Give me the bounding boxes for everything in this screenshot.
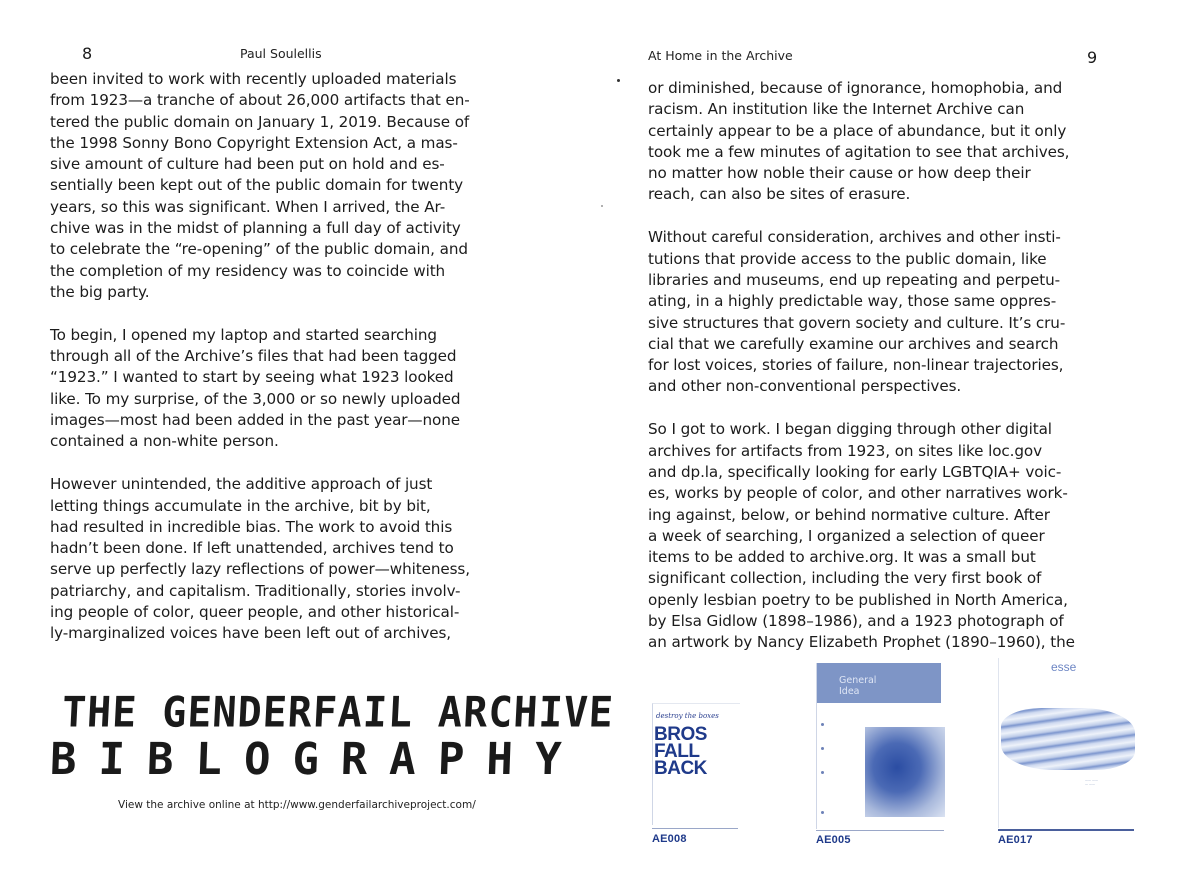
bibliography-title [49, 688, 616, 785]
bibliography-title-line2: BIBLOGRAPHY [49, 734, 585, 785]
caption-line: —— —— [1085, 778, 1098, 782]
running-head: At Home in the Archive [648, 48, 793, 63]
cover-header-band [817, 663, 941, 703]
running-head: Paul Soulellis [240, 46, 322, 61]
text-line: hadn’t been done. If left unattended, archives tend to [50, 539, 454, 558]
cover-image-ae005 [816, 663, 944, 829]
cover-divider [652, 828, 738, 829]
paragraph [50, 325, 560, 453]
body-text [648, 78, 1168, 654]
text-line: serve up perfectly lazy reflections of power—whiteness, [50, 560, 470, 579]
text-line: cial that we carefully examine our archives and search [648, 334, 1059, 353]
text-line: letting things accumulate in the archive, bit by bit, [50, 496, 431, 515]
text-line: reach, can also be sites of erasure. [648, 185, 911, 204]
text-line: ing people of color, queer people, and other historical- [50, 603, 460, 622]
text-line: took me a few minutes of agitation to see that archives, [648, 142, 1070, 161]
text-line: sentially been kept out of the public domain for twenty [50, 176, 464, 195]
bullet-dot [821, 811, 824, 814]
bullet-dot [821, 771, 824, 774]
text-line: an artwork by Nancy Elizabeth Prophet (1890–1960), the [648, 633, 1075, 652]
cover-title-line: BROS [654, 724, 707, 745]
text-line: certainly appear to be a place of abundance, but it only [648, 121, 1067, 140]
text-line: To begin, I opened my laptop and started searching [50, 325, 437, 344]
text-line: sive amount of culture had been put on hold and es- [50, 155, 445, 174]
paragraph [648, 419, 1168, 653]
text-line: or diminished, because of ignorance, homophobia, and [648, 79, 1063, 97]
paragraph [50, 69, 560, 303]
scan-speck [601, 205, 603, 207]
cover-script-text: destroy the boxes [656, 712, 719, 720]
archive-url-caption: View the archive online at http://www.genderfailarchiveproject.com/ [118, 799, 476, 811]
text-line: had resulted in incredible bias. The work to avoid this [50, 517, 453, 536]
text-line: to celebrate the “re-opening” of the public domain, and [50, 240, 468, 259]
text-line: sive structures that govern society and culture. It’s cru- [648, 313, 1066, 332]
text-line: “1923.” I wanted to start by seeing what 1923 looked [50, 368, 454, 387]
page-number: 8 [82, 44, 93, 63]
text-line: openly lesbian poetry to be published in North America, [648, 590, 1068, 609]
text-line: archives for artifacts from 1923, on sites like loc.gov [648, 441, 1042, 460]
text-line: for lost voices, stories of failure, non-linear trajectories, [648, 356, 1064, 375]
bullet-dot [821, 747, 824, 750]
text-line: contained a non-white person. [50, 432, 279, 451]
cover-header-line: Idea [839, 686, 860, 697]
text-line: ing against, below, or behind normative culture. After [648, 505, 1050, 524]
text-line: So I got to work. I began digging through other digital [648, 420, 1052, 439]
cover-title-line: FALL [654, 741, 700, 762]
text-line: ly-marginalized voices have been left out of archives, [50, 624, 451, 643]
text-line: the completion of my residency was to coincide with [50, 261, 446, 280]
text-line: by Elsa Gidlow (1898–1986), and a 1923 photograph of [648, 612, 1064, 631]
paragraph [648, 78, 1168, 206]
body-text [50, 69, 560, 645]
text-line: libraries and museums, end up repeating and perpetu- [648, 270, 1061, 289]
bibliography-title-line1: THE GENDERFAIL ARCHIVE [60, 688, 616, 738]
cover-header-line: General [839, 675, 877, 686]
text-line: no matter how noble their cause or how deep their [648, 164, 1031, 183]
cover-title-line: BACK [654, 758, 707, 779]
text-line: a week of searching, I organized a selection of queer [648, 526, 1045, 545]
text-line: patriarchy, and capitalism. Traditionally, stories involv- [50, 581, 461, 600]
text-line: and other non-conventional perspectives. [648, 377, 962, 396]
text-line: and dp.la, specifically looking for early LGBTQIA+ voic- [648, 462, 1062, 481]
cover-title: esse [1051, 660, 1077, 674]
paragraph [648, 227, 1168, 397]
text-line: chive was in the midst of planning a full day of activity [50, 219, 461, 238]
text-line: through all of the Archive’s files that had been tagged [50, 347, 457, 366]
page-number: 9 [1087, 48, 1098, 67]
text-line: Without careful consideration, archives and other insti- [648, 228, 1061, 247]
cover-image-ae017 [998, 658, 1134, 828]
cover-title [654, 726, 707, 777]
cover-id-label: AE005 [816, 834, 851, 846]
text-line: tered the public domain on January 1, 2019. Because of [50, 112, 470, 131]
bullet-dot [821, 723, 824, 726]
text-line: racism. An institution like the Internet Archive can [648, 100, 1025, 119]
paragraph [50, 474, 560, 644]
text-line: significant collection, including the very first book of [648, 569, 1042, 588]
text-line: from 1923—a tranche of about 26,000 artifacts that en- [50, 91, 470, 110]
scan-speck [617, 79, 620, 82]
text-line: years, so this was significant. When I arrived, the Ar- [50, 197, 446, 216]
cover-divider [998, 829, 1134, 831]
cover-caption [1085, 778, 1098, 786]
text-line: es, works by people of color, and other narratives work- [648, 484, 1068, 503]
cover-divider [816, 830, 944, 831]
text-line: images—most had been added in the past year—none [50, 411, 460, 430]
cover-id-label: AE017 [998, 834, 1033, 846]
text-line: tutions that provide access to the public domain, like [648, 249, 1047, 268]
cover-id-label: AE008 [652, 833, 687, 845]
caption-line: — —— [1085, 782, 1095, 786]
text-line: been invited to work with recently uploaded materials [50, 70, 457, 88]
cover-image-ae008 [652, 703, 740, 825]
cover-artwork [1001, 708, 1135, 770]
text-line: like. To my surprise, of the 3,000 or so newly uploaded [50, 389, 461, 408]
text-line: items to be added to archive.org. It was a small but [648, 548, 1036, 567]
text-line: the big party. [50, 282, 150, 301]
text-line: However unintended, the additive approach of just [50, 475, 433, 494]
text-line: the 1998 Sonny Bono Copyright Extension Act, a mas- [50, 133, 458, 152]
text-line: ating, in a highly predictable way, those same oppres- [648, 292, 1057, 311]
cover-photo [865, 727, 945, 817]
